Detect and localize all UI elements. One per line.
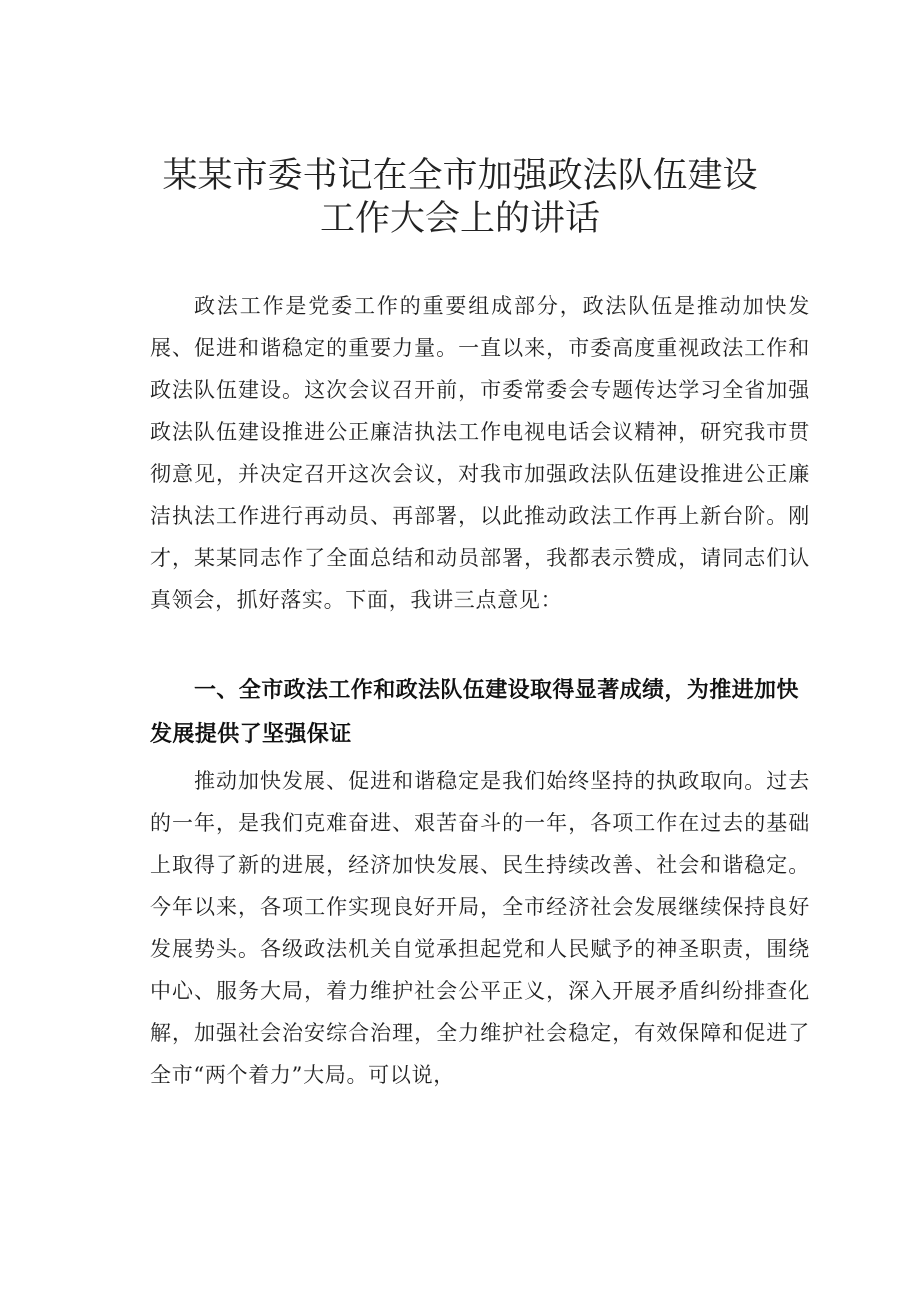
document-title-line-2: 工作大会上的讲话 bbox=[319, 199, 600, 239]
section-1-paragraph: 推动加快发展、促进和谐稳定是我们始终坚持的执政取向。过去的一年，是我们克难奋进、艰苦奋斗的一年，各项工作在过去的基础上取得了新的进展，经济加快发展、民生持续改善、社会和谐稳定。今年以来，各项工作实现良好开局，全市经济社会发展继续保持良好发展势头。各级政法机关自觉承担起党和人民赋予的神圣职责，围绕中心、服务大局，着力维护社会公平正义，深入开展矛盾纠纷排查化解，加强社会治安综合治理，全力维护社会稳定，有效保障和促进了全市“两个着力”大局。可以说， bbox=[150, 769, 810, 1087]
intro-paragraph: 政法工作是党委工作的重要组成部分，政法队伍是推动加快发展、促进和谐稳定的重要力量。一直以来，市委高度重视政法工作和政法队伍建设。这次会议召开前，市委常委会专题传达学习全省加强政法队伍建设推进公正廉洁执法工作电视电话会议精神，研究我市贯彻意见，并决定召开这次会议，对我市加强政法队伍建设推进公正廉洁执法工作进行再动员、再部署，以此推动政法工作再上新台阶。刚才，某某同志作了全面总结和动员部署，我都表示赞成，请同志们认真领会，抓好落实。下面，我讲三点意见： bbox=[150, 294, 810, 612]
section-heading-1: 一、全市政法工作和政法队伍建设取得显著成绩，为推进加快发展提供了坚强保证 bbox=[150, 678, 799, 747]
document-title-line-1: 某某市委书记在全市加强政法队伍建设 bbox=[162, 156, 758, 196]
